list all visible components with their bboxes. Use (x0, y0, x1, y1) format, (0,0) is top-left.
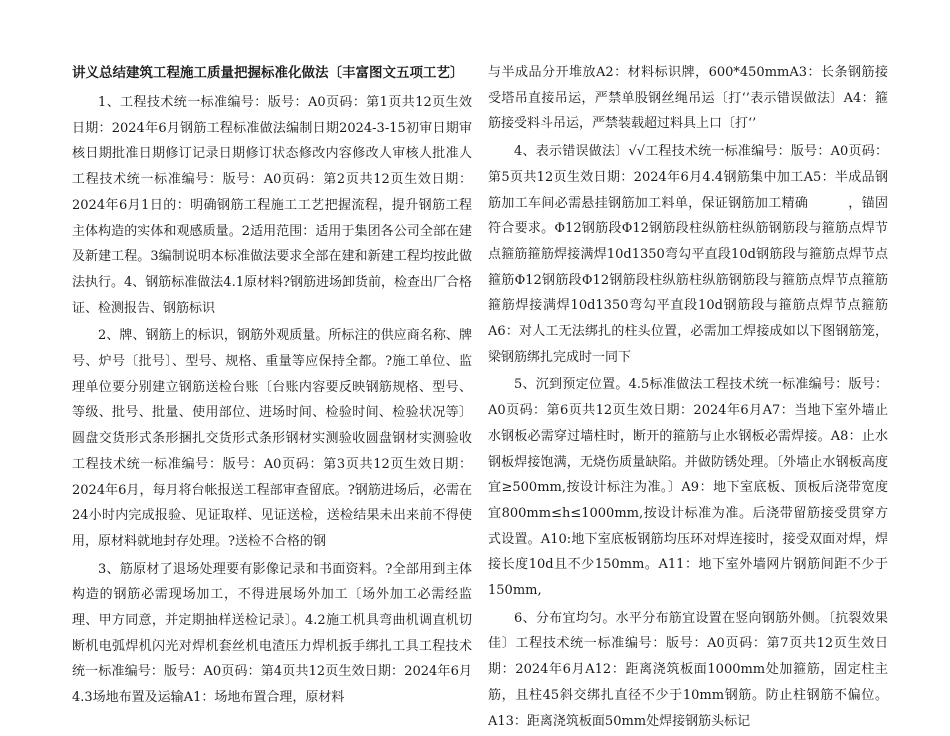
paragraph: 2、牌、钢筋上的标识，钢筋外观质量。所标注的供应商名称、牌号、炉号〔批号〕、型号、规格、重量等应保持全都。?施工单位、监理单位要分别建立钢筋送检台账〔台账内容要反映钢筋规格、型号、等级、批号、批量、使用部位、进场时间、检验时间、检验状况等〕圆盘交货形式条形捆扎交货形式条形钢材实测验收圆盘钢材实测验收工程技术统一标准编号：版号：A0页码：第3页共12页生效日期：2024年6月，每月将台帐报送工程部审查留底。?钢筋进场后，必需在24小时内完成报验、见证取样、见证送检，送检结果未出来前不得使用，原材料就地封存处理。?送检不合格的钢 (72, 328, 472, 549)
paragraph: 3、筋原材了退场处理要有影像记录和书面资料。?全部用到主体构造的钢筋必需现场加工，不得进展场外加工〔场外加工必需经监理、甲方同意，并定期抽样送检记录〕。4.2施工机具弯曲机调直机切断机电弧焊机闪光对焊机套丝机电渣压力焊机扳手绑扎工具工程技术统一标准编号：版号：A0页码：第4页共12页生效日期：2024年6月4.3场地布置及运输A1：场地布置合理，原材料 (72, 561, 472, 706)
paragraph: 与半成品分开堆放A2：材料标识牌，600*450mmA3：长条钢筋接受塔吊直接吊运，严禁单股钢丝绳吊运〔打‘’表示错误做法〕A4：箍筋接受料斗吊运，严禁装载超过料具上口〔打‘’ (488, 65, 888, 132)
paragraph: 6、分布宜均匀。水平分布筋宜设置在竖向钢筋外侧。〔抗裂效果佳〕工程技术统一标准编号：版号：A0页码：第7页共12页生效日期：2024年6月A12：距离浇筑板面1000mm处加箍筋，固定柱主筋，且柱45斜交绑扎直径不少于10mm钢筋。防止柱钢筋不偏位。A13：距离浇筑板面50mm处焊接钢筋头标记 (488, 610, 888, 729)
paragraph: 5、沉到预定位置。4.5标准做法工程技术统一标准编号：版号：A0页码：第6页共12页生效日期：2024年6月A7：当地下室外墙止水钢板必需穿过墙柱时，断开的箍筋与止水钢板必需焊接。A8：止水钢板焊接饱满，无烧伤质量缺陷。并做防锈处理。〔外墙止水钢板高度宜≥500mm,按设计标注为准。〕A9：地下室底板、顶板后浇带宽度宜800mm≤h≤1000mm,按设计标准为准。后浇带留筋接受贯穿方式设置。A10:地下室底板钢筋均压环对焊连接时，接受双面对焊，焊接长度10d且不少150mm。A11：地下室外墙网片钢筋间距不少于150mm, (488, 377, 888, 599)
right-column (488, 60, 888, 736)
document-title: 讲义总结建筑工程施工质量把握标准化做法〔丰富图文五项工艺〕 (72, 65, 464, 81)
paragraph: 4、表示错误做法〕√√工程技术统一标准编号：版号：A0页码：第5页共12页生效日期：2024年6月4.4钢筋集中加工A5：半成品钢筋加工车间必需悬挂钢筋加工料单，保证钢筋加工精确 ，锚固符合要求。Φ12钢筋段Φ12钢筋段柱纵筋柱纵筋钢筋段与箍筋点焊节点箍筋箍筋焊接满焊10d1350弯勾平直段10d钢筋段与箍筋点焊节点箍筋Φ12钢筋段Φ12钢筋段柱纵筋柱纵筋钢筋段与箍筋点焊节点箍筋箍筋焊接满焊10d1350弯勾平直段10d钢筋段与箍筋点焊节点箍筋A6：对人工无法绑扎的柱头位置，必需加工焊接成如以下图钢筋笼，梁钢筋绑扎完成时一同下 (488, 144, 888, 365)
paragraph: 1、工程技术统一标准编号：版号：A0页码：第1页共12页生效日期：2024年6月钢筋工程标准做法编制日期2024-3-15初审日期审核日期批准日期修订记录日期修订状态修改内容修改人审核人批准人工程技术统一标准编号：版号：A0页码：第2页共12页生效日期：2024年6月1日的：明确钢筋工程施工工艺把握流程，提升钢筋工程主体构造的实体和观感质量。2适用范围：适用于集团各公司全部在建及新建工程。3编制说明本标准做法要求全部在建和新建工程均按此做法执行。4、钢筋标准做法4.1原材料?钢筋进场卸货前，检查出厂合格证、检测报告、钢筋标识 (72, 95, 472, 316)
left-column (72, 60, 472, 713)
